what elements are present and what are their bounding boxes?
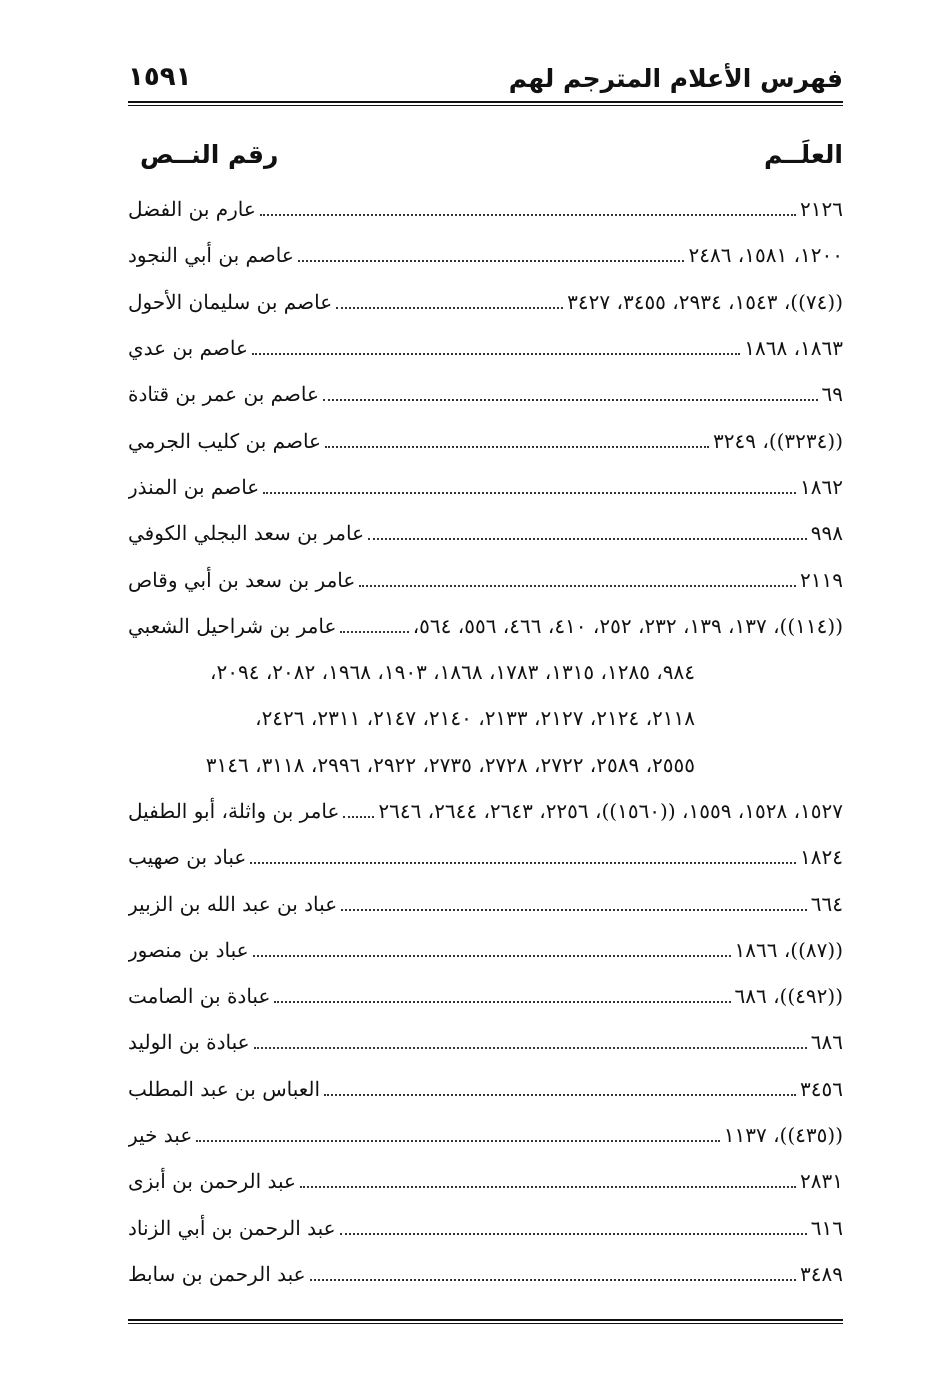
index-entry <box>128 1158 843 1204</box>
leader-dots <box>250 842 796 864</box>
entry-refs: ١٨٦٣، ١٨٦٨ <box>744 336 843 361</box>
entry-name: عامر بن واثلة، أبو الطفيل <box>128 799 340 823</box>
entry-refs: ((٤٩٢))، ٦٨٦ <box>734 984 843 1009</box>
entry-name: عباد بن صهيب <box>128 845 247 870</box>
page-title: فهرس الأعلام المترجم لهم <box>508 64 843 93</box>
leader-dots <box>340 611 408 633</box>
entry-name: عامر بن شراحيل الشعبي <box>128 613 337 638</box>
entry-name: عبد الرحمن بن أبي الزناد <box>128 1215 336 1240</box>
leader-dots <box>336 287 563 309</box>
entry-refs: ٢١١٨، ٢١٢٤، ٢١٢٧، ٢١٣٣، ٢١٤٠، ٢١٤٧، ٢٣١١، ٢٤٢٦، <box>255 706 695 731</box>
leader-dots <box>300 1166 796 1188</box>
entry-name: عامر بن سعد البجلي الكوفي <box>128 521 365 546</box>
index-entry <box>128 232 843 278</box>
entry-name: عبد خير <box>128 1123 193 1148</box>
entry-name: عبد الرحمن بن أبزى <box>128 1169 296 1194</box>
entry-name: عامر بن سعد بن أبي وقاص <box>128 567 356 592</box>
leader-dots <box>254 1027 807 1049</box>
leader-dots <box>325 426 709 448</box>
entry-name: عاصم بن عدي <box>128 336 248 361</box>
leader-dots <box>341 889 807 911</box>
leader-dots <box>323 379 818 401</box>
footer-divider <box>128 1319 843 1324</box>
entry-name: عبد الرحمن بن سابط <box>128 1261 306 1286</box>
entry-refs: ١٨٢٤ <box>800 845 843 870</box>
entry-refs: ((٨٧))، ١٨٦٦ <box>734 937 843 962</box>
entry-name: عاصم بن المنذر <box>128 474 260 499</box>
index-entry <box>128 603 843 649</box>
index-entry <box>128 371 843 417</box>
entry-name: عباد بن عبد الله بن الزبير <box>128 891 338 916</box>
entry-refs: ٦٦٤ <box>810 891 843 916</box>
header-divider <box>128 101 843 106</box>
index-entry <box>128 325 843 371</box>
entry-refs: ((٣٢٣٤))، ٣٢٤٩ <box>713 428 843 453</box>
index-entry <box>128 1112 843 1158</box>
leader-dots <box>260 194 796 216</box>
entry-refs: ٣٤٥٦ <box>800 1076 843 1101</box>
entry-name: العباس بن عبد المطلب <box>128 1076 321 1101</box>
index-entry <box>128 417 843 463</box>
index-entry-continuation <box>128 695 843 741</box>
entry-refs: ٩٩٨ <box>810 521 843 546</box>
index-entry <box>128 1019 843 1065</box>
entry-name: عاصم بن كليب الجرمي <box>128 428 321 453</box>
leader-dots <box>274 981 730 1003</box>
entry-name: عاصم بن عمر بن قتادة <box>128 382 319 407</box>
entry-refs: ١٨٦٢ <box>800 474 843 499</box>
index-entry <box>128 973 843 1019</box>
index-entry <box>128 880 843 926</box>
entry-name: عاصم بن أبي النجود <box>128 243 294 268</box>
leader-dots <box>298 240 685 262</box>
index-entry-continuation <box>128 649 843 695</box>
index-entry <box>128 510 843 556</box>
index-entries <box>128 186 843 1297</box>
entry-refs: ٢٥٥٥، ٢٥٨٩، ٢٧٢٢، ٢٧٢٨، ٢٧٣٥، ٢٩٢٢، ٢٩٩٦، ٣١١٨، ٣١٤٦ <box>205 752 695 777</box>
column-header-name: العلَــم <box>764 140 843 169</box>
entry-refs: ((٤٣٥))، ١١٣٧ <box>723 1123 843 1148</box>
entry-refs: ١٢٠٠، ١٥٨١، ٢٤٨٦ <box>688 243 843 268</box>
index-entry <box>128 186 843 232</box>
index-entry <box>128 834 843 880</box>
leader-dots <box>263 472 796 494</box>
entry-name: عباد بن منصور <box>128 937 249 962</box>
index-entry <box>128 1205 843 1251</box>
index-entry-continuation <box>128 742 843 788</box>
entry-refs: ((٧٤))، ١٥٤٣، ٢٩٣٤، ٣٤٥٥، ٣٤٢٧ <box>567 289 843 314</box>
index-entry <box>128 1066 843 1112</box>
entry-name: عاصم بن سليمان الأحول <box>128 289 333 314</box>
entry-refs: ٢٨٣١ <box>800 1169 843 1194</box>
leader-dots <box>343 796 374 818</box>
leader-dots <box>253 935 731 957</box>
entry-name: عارم بن الفضل <box>128 197 256 222</box>
entry-refs: ((١١٤))، ١٣٧، ١٣٩، ٢٣٢، ٢٥٢، ٤١٠، ٤٦٦، ٥٥٦، ٥٦٤، <box>412 613 843 638</box>
leader-dots <box>252 333 740 355</box>
index-entry <box>128 279 843 325</box>
leader-dots <box>368 518 807 540</box>
entry-refs: ٦٩ <box>821 382 843 407</box>
entry-refs: ١٥٢٧، ١٥٢٨، ١٥٥٩، ((١٥٦٠))، ٢٢٥٦، ٢٦٤٣، ٢٦٤٤، ٢٦٤٦ <box>378 799 843 823</box>
index-entry <box>128 464 843 510</box>
entry-refs: ٢١١٩ <box>800 567 843 592</box>
entry-refs: ٢١٢٦ <box>800 197 843 222</box>
entry-refs: ٩٨٤، ١٢٨٥، ١٣١٥، ١٧٨٣، ١٨٦٨، ١٩٠٣، ١٩٦٨، ٢٠٨٢، ٢٠٩٤، <box>210 660 695 685</box>
index-entry <box>128 788 843 834</box>
page-number: ١٥٩١ <box>128 62 192 92</box>
entry-name: عبادة بن الصامت <box>128 984 271 1009</box>
leader-dots <box>324 1074 796 1096</box>
index-entry <box>128 927 843 973</box>
leader-dots <box>340 1213 807 1235</box>
index-entry <box>128 1251 843 1297</box>
index-entry <box>128 556 843 602</box>
leader-dots <box>196 1120 720 1142</box>
leader-dots <box>359 565 796 587</box>
leader-dots <box>310 1259 796 1281</box>
entry-refs: ٣٤٨٩ <box>800 1261 843 1286</box>
entry-refs: ٦١٦ <box>810 1215 843 1240</box>
entry-name: عبادة بن الوليد <box>128 1030 250 1055</box>
column-header-number: رقم النــص <box>140 140 279 169</box>
entry-refs: ٦٨٦ <box>810 1030 843 1055</box>
